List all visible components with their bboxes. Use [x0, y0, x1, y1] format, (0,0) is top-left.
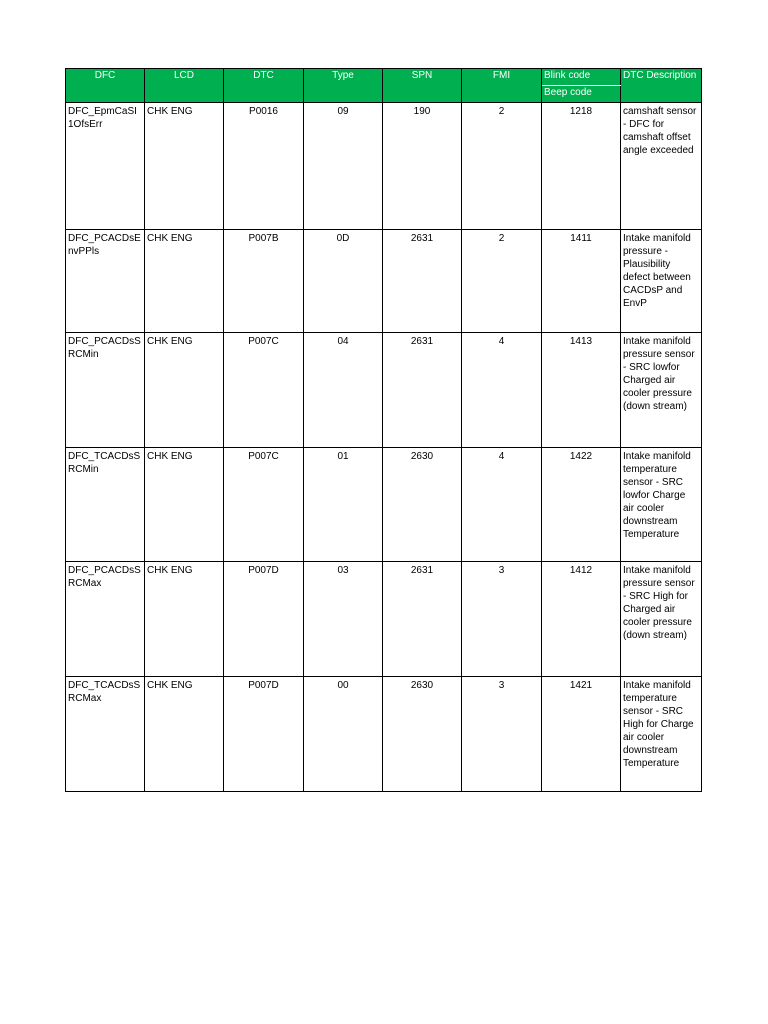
cell-lcd: CHK ENG — [145, 230, 224, 333]
header-dtc: DTC — [224, 69, 304, 103]
cell-spn: 2631 — [383, 562, 462, 677]
table-row — [66, 677, 702, 792]
cell-dtc: P007D — [224, 562, 304, 677]
table-row — [66, 562, 702, 677]
cell-dtc: P007B — [224, 230, 304, 333]
header-dfc: DFC — [66, 69, 145, 103]
cell-dfc: DFC_TCACDsSRCMin — [66, 448, 145, 562]
cell-type: 03 — [304, 562, 383, 677]
table-header — [66, 69, 702, 103]
table-row — [66, 103, 702, 230]
cell-description: Intake manifold pressure sensor - SRC High for Charged air cooler pressure (down stream) — [621, 562, 702, 677]
cell-dfc: DFC_PCACDsEnvPPls — [66, 230, 145, 333]
cell-code: 1412 — [542, 562, 621, 677]
cell-dfc: DFC_PCACDsSRCMax — [66, 562, 145, 677]
cell-code: 1421 — [542, 677, 621, 792]
cell-dtc: P0016 — [224, 103, 304, 230]
cell-lcd: CHK ENG — [145, 333, 224, 448]
cell-lcd: CHK ENG — [145, 562, 224, 677]
cell-fmi: 2 — [462, 230, 542, 333]
cell-dtc: P007D — [224, 677, 304, 792]
cell-description: Intake manifold pressure sensor - SRC lowfor Charged air cooler pressure (down stream) — [621, 333, 702, 448]
cell-code: 1411 — [542, 230, 621, 333]
header-lcd: LCD — [145, 69, 224, 103]
cell-spn: 2630 — [383, 677, 462, 792]
cell-description: Intake manifold temperature sensor - SRC High for Charge air cooler downstream Temperature — [621, 677, 702, 792]
cell-description: Intake manifold temperature sensor - SRC lowfor Charge air cooler downstream Temperature — [621, 448, 702, 562]
cell-spn: 2631 — [383, 333, 462, 448]
cell-dfc: DFC_TCACDsSRCMax — [66, 677, 145, 792]
header-beep-code: Beep code — [542, 86, 621, 103]
cell-type: 09 — [304, 103, 383, 230]
header-type: Type — [304, 69, 383, 103]
cell-code: 1413 — [542, 333, 621, 448]
cell-fmi: 2 — [462, 103, 542, 230]
cell-code: 1422 — [542, 448, 621, 562]
header-dtc-description: DTC Description — [621, 69, 702, 103]
header-fmi: FMI — [462, 69, 542, 103]
cell-fmi: 4 — [462, 448, 542, 562]
cell-type: 0D — [304, 230, 383, 333]
table-row — [66, 230, 702, 333]
cell-spn: 2630 — [383, 448, 462, 562]
table-row — [66, 333, 702, 448]
cell-dfc: DFC_PCACDsSRCMin — [66, 333, 145, 448]
cell-description: camshaft sensor - DFC for camshaft offset angle exceeded — [621, 103, 702, 230]
cell-lcd: CHK ENG — [145, 103, 224, 230]
cell-dfc: DFC_EpmCaSI1OfsErr — [66, 103, 145, 230]
cell-fmi: 3 — [462, 562, 542, 677]
cell-lcd: CHK ENG — [145, 448, 224, 562]
cell-lcd: CHK ENG — [145, 677, 224, 792]
cell-type: 01 — [304, 448, 383, 562]
cell-fmi: 4 — [462, 333, 542, 448]
header-spn: SPN — [383, 69, 462, 103]
cell-spn: 2631 — [383, 230, 462, 333]
cell-dtc: P007C — [224, 448, 304, 562]
cell-fmi: 3 — [462, 677, 542, 792]
table-row — [66, 448, 702, 562]
cell-spn: 190 — [383, 103, 462, 230]
cell-type: 04 — [304, 333, 383, 448]
cell-code: 1218 — [542, 103, 621, 230]
cell-description: Intake manifold pressure - Plausibility defect between CACDsP and EnvP — [621, 230, 702, 333]
header-blink-code: Blink code — [542, 69, 621, 86]
dfc-table — [65, 68, 702, 792]
cell-dtc: P007C — [224, 333, 304, 448]
cell-type: 00 — [304, 677, 383, 792]
